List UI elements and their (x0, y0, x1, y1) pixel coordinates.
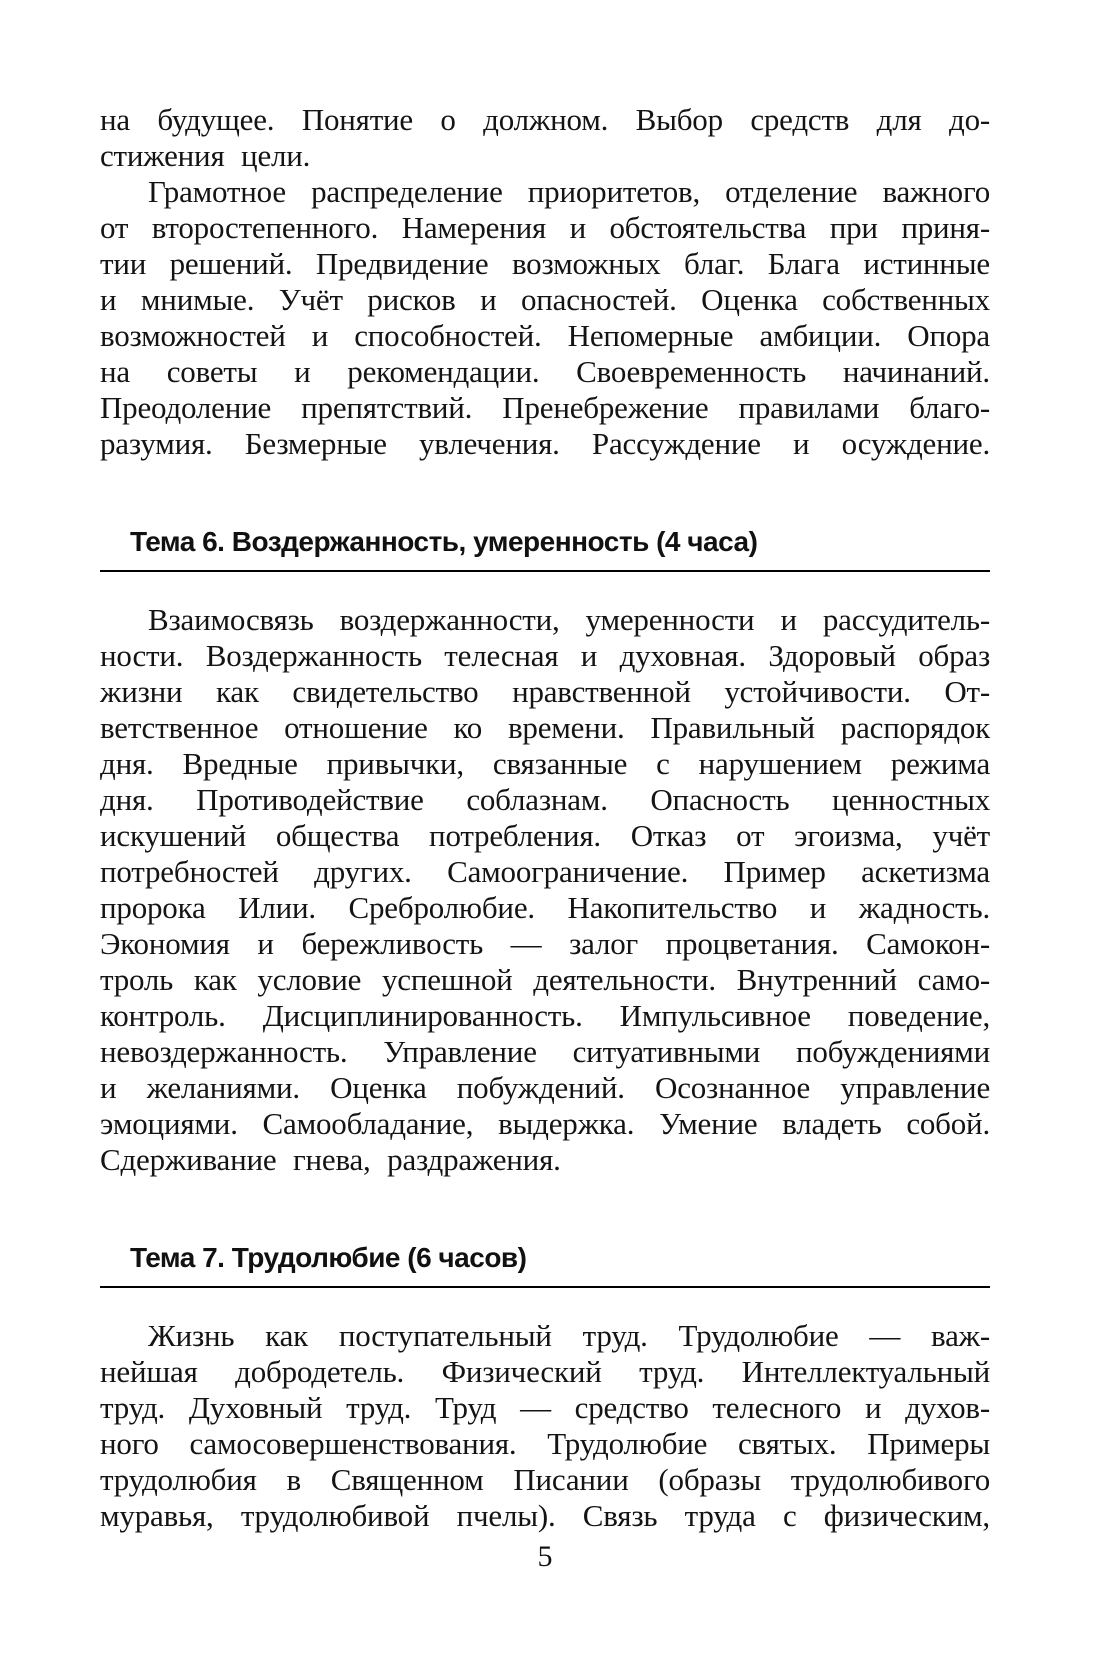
text-line: жизни как свидетельство нравственной устойчивости. От- (100, 674, 990, 709)
text-line: от второстепенного. Намерения и обстоятельства при приня- (100, 210, 990, 245)
page-number: 5 (537, 1540, 553, 1573)
topic-heading: Тема 6. Воздержанность, умеренность (4 часа) (130, 526, 758, 557)
text-line: возможностей и способностей. Непомерные амбиции. Опора (100, 318, 990, 353)
text-line: муравья, трудолюбивой пчелы). Связь труда с физическим, (100, 1498, 990, 1533)
paragraph (100, 1318, 990, 1534)
topic-heading: Тема 7. Трудолюбие (6 часов) (130, 1242, 527, 1273)
text-line: тии решений. Предвидение возможных благ. Блага истинные (100, 246, 990, 281)
text-line: стижения цели. (100, 138, 311, 173)
text-line: разумия. Безмерные увлечения. Рассуждение и осуждение. (100, 426, 990, 461)
text-line: ветственное отношение ко времени. Правильный распорядок (100, 710, 990, 745)
text-line: нейшая добродетель. Физический труд. Интеллектуальный (100, 1354, 990, 1389)
text-line: пророка Илии. Сребролюбие. Накопительство и жадность. (100, 890, 990, 925)
text-line: Экономия и бережливость — залог процветания. Самокон- (100, 926, 990, 961)
text-line: ности. Воздержанность телесная и духовная. Здоровый образ (100, 638, 990, 673)
text-line: дня. Противодействие соблазнам. Опасность ценностных (100, 782, 990, 817)
text-line: Грамотное распределение приоритетов, отделение важного (148, 174, 990, 209)
text-line: Жизнь как поступательный труд. Трудолюбие — важ- (148, 1318, 990, 1353)
heading-rule (100, 1286, 990, 1288)
text-line: Сдерживание гнева, раздражения. (100, 1142, 561, 1177)
text-line: ного самосовершенствования. Трудолюбие святых. Примеры (100, 1426, 990, 1461)
paragraph (100, 102, 990, 462)
text-line: искушений общества потребления. Отказ от эгоизма, учёт (100, 818, 990, 853)
paragraph (100, 602, 990, 1178)
text-content (100, 0, 990, 1534)
text-line: контроль. Дисциплинированность. Импульсивное поведение, (100, 998, 990, 1033)
heading-rule (100, 570, 990, 572)
text-line: на советы и рекомендации. Своевременность начинаний. (100, 354, 990, 389)
text-line: трудолюбия в Священном Писании (образы трудолюбивого (100, 1462, 990, 1497)
text-line: Преодоление препятствий. Пренебрежение правилами благо- (100, 390, 990, 425)
text-line: эмоциями. Самообладание, выдержка. Умение владеть собой. (100, 1106, 990, 1141)
text-line: и мнимые. Учёт рисков и опасностей. Оценка собственных (100, 282, 990, 317)
text-line: дня. Вредные привычки, связанные с нарушением режима (100, 746, 990, 781)
text-line: труд. Духовный труд. Труд — средство телесного и духов- (100, 1390, 990, 1425)
text-line: потребностей других. Самоограничение. Пример аскетизма (100, 854, 990, 889)
text-line: на будущее. Понятие о должном. Выбор средств для до- (100, 102, 990, 137)
text-line: троль как условие успешной деятельности. Внутренний само- (100, 962, 990, 997)
text-line: Взаимосвязь воздержанности, умеренности и рассудитель- (148, 602, 990, 637)
text-line: невоздержанность. Управление ситуативными побуждениями (100, 1034, 990, 1069)
text-line: и желаниями. Оценка побуждений. Осознанное управление (100, 1070, 990, 1105)
